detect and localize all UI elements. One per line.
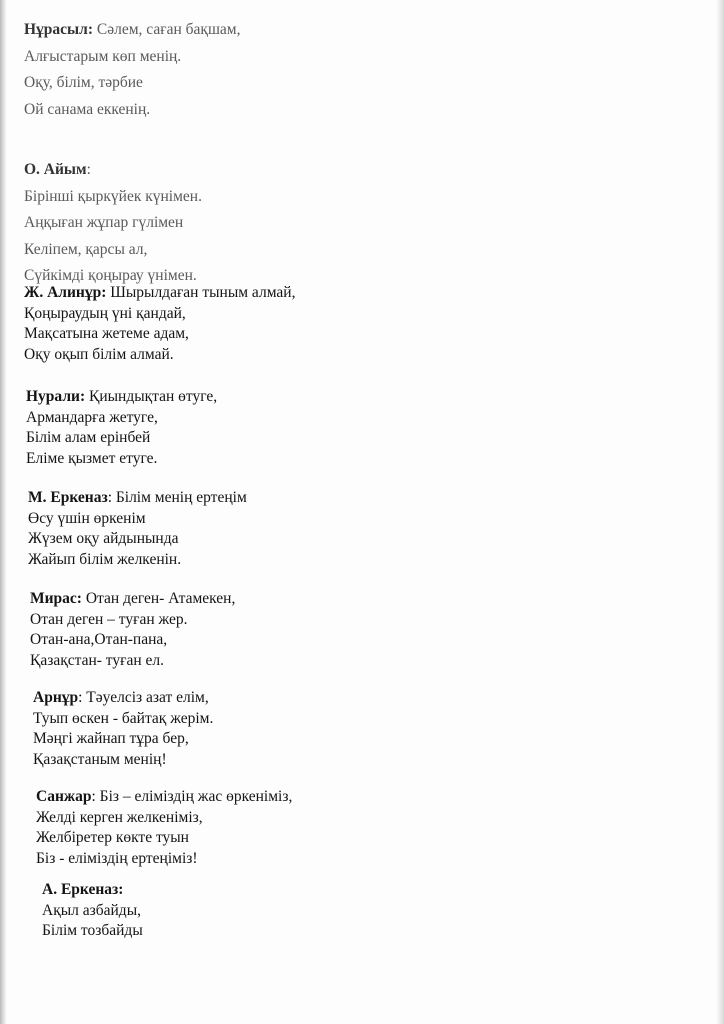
stanza-first-line <box>24 160 202 181</box>
speaker-name: Нурали: <box>26 388 86 405</box>
verse-line: Қазақстан- туған ел. <box>30 651 165 669</box>
verse-line: Сәлем, саған бақшам, <box>93 21 241 38</box>
verse-line: : Біз – еліміздің жас өркеніміз, <box>91 788 293 805</box>
verse-line: Армандарға жетуге, <box>26 408 158 426</box>
verse-line: Ақыл азбайды, <box>42 901 141 919</box>
verse-line: Желбіретер көкте туын <box>36 829 189 846</box>
speaker-name: О. Айым <box>24 161 87 178</box>
verse-line: Желді керген желкеніміз, <box>36 808 203 826</box>
verse-line: Қазақстаным менің! <box>33 750 167 768</box>
verse-line: Ой санама еккенің. <box>24 100 151 118</box>
verse-line: Білім алам ерінбей <box>26 429 151 446</box>
verse-line: Еліме қызмет етуге. <box>26 449 158 467</box>
stanza-first-line <box>26 387 217 408</box>
stanza-a-erkenaz <box>42 880 143 942</box>
stanza-first-line <box>36 787 292 808</box>
verse-line: Оқу, білім, тәрбие <box>24 74 143 91</box>
verse-line: Отан деген – туған жер. <box>30 610 188 628</box>
stanza-nurasyl <box>24 20 240 120</box>
stanza-miras <box>30 589 235 671</box>
verse-line: : Тәуелсіз азат елім, <box>78 689 209 706</box>
verse-line: Отан деген- Атамекен, <box>81 590 236 607</box>
stanza-arnur <box>33 688 213 770</box>
verse-line: Біз - еліміздің ертеңіміз! <box>36 849 198 867</box>
verse-line: Келіпем, қарсы ал, <box>24 240 148 258</box>
speaker-name: А. Еркеназ: <box>42 881 124 898</box>
stanza-first-line <box>24 20 240 41</box>
speaker-name: Ж. Алинұр: <box>24 284 107 301</box>
speaker-name: Нұрасыл: <box>24 21 94 38</box>
stanza-nurali <box>26 387 217 469</box>
speaker-name: Санжар <box>36 788 92 805</box>
verse-line: Қиындықтан өтуге, <box>85 388 218 405</box>
verse-line: Қоңыраудың үні қандай, <box>24 304 186 322</box>
verse-line: Мақсатына жетеме адам, <box>24 325 189 342</box>
verse-line: : Білім менің ертеңім <box>107 489 247 506</box>
verse-line: Сүйкімді қоңырау үнімен. <box>24 267 197 284</box>
verse-line: Аңқыған жұпар гүлімен <box>24 214 184 231</box>
stanza-first-line <box>42 880 143 901</box>
verse-line: Білім тозбайды <box>42 922 143 939</box>
verse-line: Оқу оқып білім алмай. <box>24 345 174 363</box>
verse-line: Бірінші қыркүйек күнімен. <box>24 187 202 205</box>
verse-line: Мәңгі жайнап тұра бер, <box>33 730 189 747</box>
verse-line: Жайып білім желкенін. <box>28 550 182 568</box>
verse-line: : <box>86 161 91 178</box>
stanza-m-erkenaz <box>28 488 247 570</box>
stanza-o-aiym <box>24 160 202 287</box>
verse-line: Шырылдаған тыным алмай, <box>106 284 296 301</box>
speaker-name: Мирас: <box>30 590 82 607</box>
stanza-first-line <box>33 688 213 709</box>
verse-line: Отан-ана,Отан-пана, <box>30 631 168 648</box>
speaker-name: Арнұр <box>33 689 79 706</box>
stanza-first-line <box>24 283 295 304</box>
page-edge-shadow-right <box>716 0 724 1024</box>
stanza-first-line <box>28 488 247 509</box>
stanza-first-line <box>30 589 235 610</box>
speaker-name: М. Еркеназ <box>28 489 108 506</box>
verse-line: Туып өскен - байтақ жерім. <box>33 709 214 727</box>
verse-line: Жүзем оқу айдынында <box>28 530 179 547</box>
stanza-sanzhar <box>36 787 292 869</box>
stanza-zh-alinur <box>24 283 295 365</box>
page-edge-shadow <box>0 0 7 1024</box>
verse-line: Алғыстарым көп менің. <box>24 47 182 65</box>
verse-line: Өсу үшін өркенім <box>28 509 146 527</box>
